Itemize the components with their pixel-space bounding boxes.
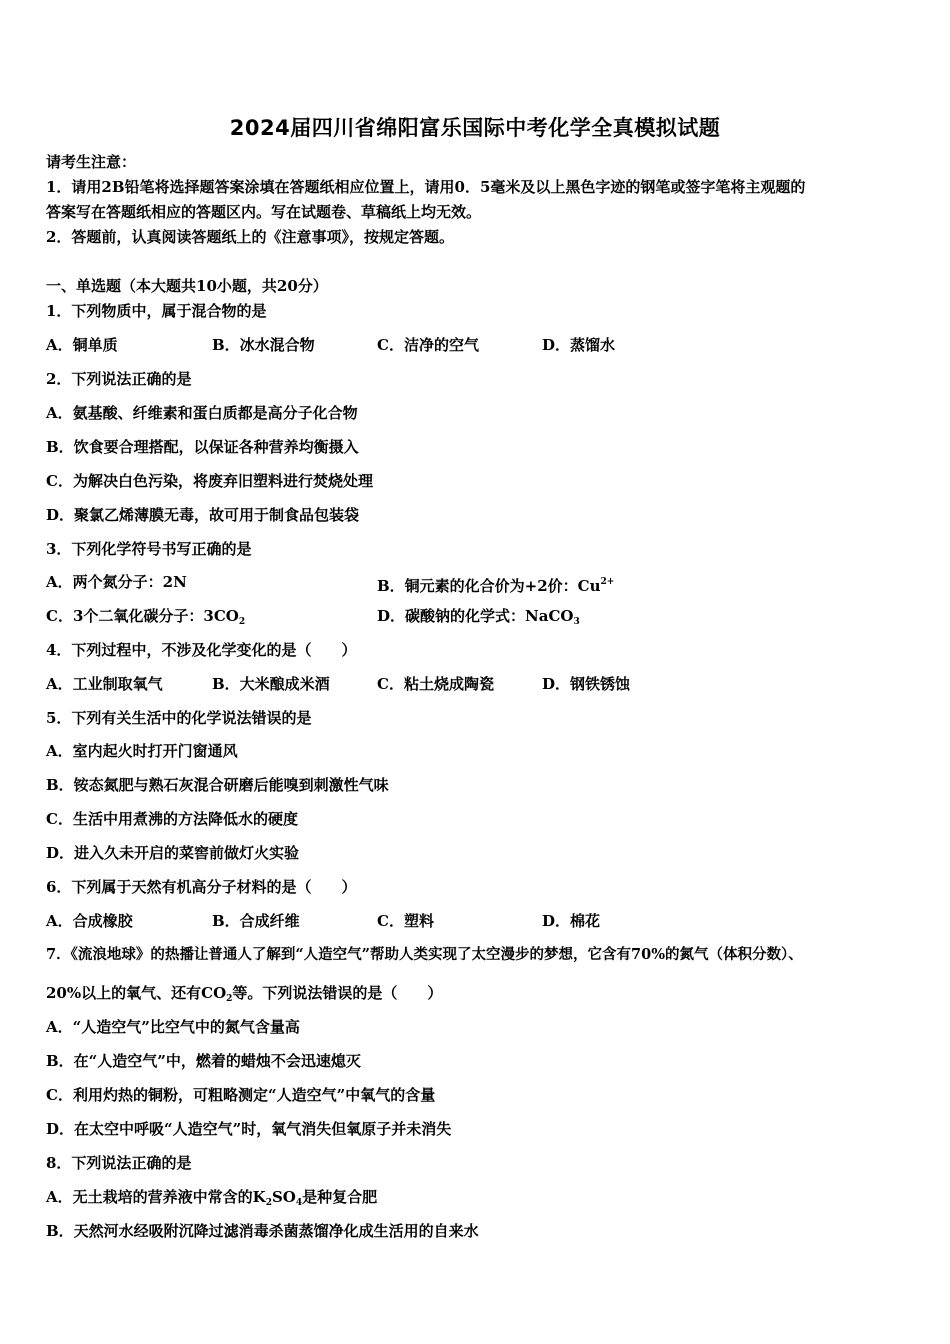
q6-option-a: A．合成橡胶 (46, 912, 133, 930)
q7-stem-line-1: 7．《流浪地球》的热播让普通人了解到“人造空气”帮助人类实现了太空漫步的梦想，它含有70%的氮气（体积分数）、 (46, 946, 803, 963)
q4-option-b: B．大米酿成米酒 (212, 675, 330, 693)
section-heading: 一、单选题（本大题共10小题，共20分） (46, 277, 328, 295)
notice-item-2: 2．答题前，认真阅读答题纸上的《注意事项》，按规定答题。 (46, 228, 454, 246)
q2-option-d: D．聚氯乙烯薄膜无毒，故可用于制食品包装袋 (46, 506, 360, 524)
q2-option-c: C．为解决白色污染，将废弃旧塑料进行焚烧处理 (46, 472, 373, 490)
notice-item-1-line-1: 1．请用2B铅笔将选择题答案涂填在答题纸相应位置上，请用0．5毫米及以上黑色字迹的钢笔或签字笔将主观题的 (46, 178, 806, 196)
q6-stem: 6．下列属于天然有机高分子材料的是（ ） (46, 878, 357, 896)
q3-option-d: D．碳酸钠的化学式：NaCO$_3$ (377, 607, 580, 627)
q6-option-d: D．棉花 (542, 912, 601, 930)
notice-item-1-line-2: 答案写在答题纸相应的答题区内。写在试题卷、草稿纸上均无效。 (46, 203, 482, 221)
q1-option-c: C．洁净的空气 (377, 336, 479, 354)
q2-option-b: B．饮食要合理搭配，以保证各种营养均衡摄入 (46, 438, 359, 456)
q3-stem: 3．下列化学符号书写正确的是 (46, 540, 252, 558)
q7-option-d: D．在太空中呼吸“人造空气”时，氧气消失但氧原子并未消失 (46, 1120, 452, 1138)
q7-stem-line-2: 20%以上的氧气、还有$CO_2$等。下列说法错误的是（ ） (46, 984, 443, 1004)
q3-option-c: C．3个二氧化碳分子：$3CO_2$ (46, 607, 246, 627)
q5-stem: 5．下列有关生活中的化学说法错误的是 (46, 709, 312, 727)
q1-option-a: A．铜单质 (46, 336, 118, 354)
q8-stem: 8．下列说法正确的是 (46, 1154, 192, 1172)
q7-option-a: A．“人造空气”比空气中的氮气含量高 (46, 1018, 300, 1036)
q8-option-b: B．天然河水经吸附沉降过滤消毒杀菌蒸馏净化成生活用的自来水 (46, 1222, 479, 1240)
q5-option-c: C．生活中用煮沸的方法降低水的硬度 (46, 810, 298, 828)
q5-option-b: B．铵态氮肥与熟石灰混合研磨后能嗅到刺激性气味 (46, 776, 389, 794)
q6-option-c: C．塑料 (377, 912, 434, 930)
q1-option-d: D．蒸馏水 (542, 336, 616, 354)
q5-option-a: A．室内起火时打开门窗通风 (46, 742, 238, 760)
q4-option-a: A．工业制取氧气 (46, 675, 163, 693)
q5-option-d: D．进入久未开启的菜窖前做灯火实验 (46, 844, 300, 862)
q2-stem: 2．下列说法正确的是 (46, 370, 192, 388)
notice-heading: 请考生注意： (46, 153, 137, 171)
q6-option-b: B．合成纤维 (212, 912, 300, 930)
page-title: 2024届四川省绵阳富乐国际中考化学全真模拟试题 (229, 116, 721, 140)
q8-option-a: A．无土栽培的营养液中常含的$K_2SO_4$是种复合肥 (46, 1188, 378, 1208)
q1-stem: 1．下列物质中，属于混合物的是 (46, 302, 267, 320)
q3-option-b: B．铜元素的化合价为+2价：$Cu^{2+}$ (377, 577, 615, 595)
q4-option-c: C．粘土烧成陶瓷 (377, 675, 494, 693)
q4-stem: 4．下列过程中，不涉及化学变化的是（ ） (46, 641, 357, 659)
q2-option-a: A．氨基酸、纤维素和蛋白质都是高分子化合物 (46, 404, 358, 422)
q7-option-b: B．在“人造空气”中，燃着的蜡烛不会迅速熄灭 (46, 1052, 361, 1070)
q3-option-a: A．两个氮分子：2N (46, 573, 187, 591)
q4-option-d: D．钢铁锈蚀 (542, 675, 631, 693)
q7-option-c: C．利用灼热的铜粉，可粗略测定“人造空气”中氧气的含量 (46, 1086, 436, 1104)
q1-option-b: B．冰水混合物 (212, 336, 315, 354)
